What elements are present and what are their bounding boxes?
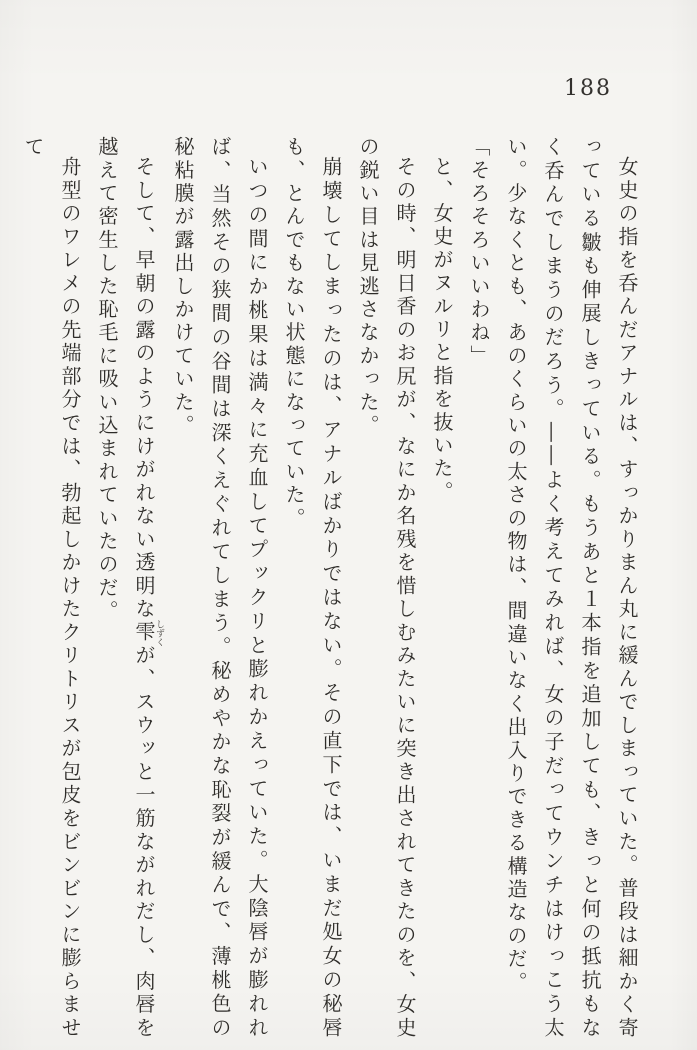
paragraph: 舟型のワレメの先端部分では、勃起しかけたクリトリスが包皮をビンビンに膨らませて bbox=[21, 136, 82, 1040]
paragraph: その時、明日香のお尻が、なにか名残を惜しむみたいに突き出されてきたのを、女史の鋭い目は見逃さなかった。 bbox=[356, 136, 417, 1040]
paragraph: そして、早朝の露のようにけがれない透明な雫しずくが、スウッと一筋ながれだし、肉唇を越えて密生した恥毛に吸い込まれていたのだ。 bbox=[95, 136, 164, 1040]
paragraph: 女史の指を呑んだアナルは、すっかりまん丸に緩んでしまっていた。普段は細かく寄っている皺も伸展しきっている。もうあと１本指を追加しても、きっと何の抵抗もなく呑んでしまうのだろう。――よく考えてみれば、女の子だってウンチはけっこう太い。少なくとも、あのくらいの太さの物は、間違いなく出入りできる構造なのだ。 bbox=[504, 136, 639, 1040]
paragraph: と、女史がヌルリと指を抜いた。 bbox=[430, 156, 454, 504]
paragraph: いつの間にか桃果は満々に充血してプックリと膨れかえっていた。大陰唇が膨れれば、当然その狭間の谷間は深くえぐれてしまう。秘めやかな恥裂が緩んで、薄桃色の秘粘膜が露出しかけていた。 bbox=[171, 136, 269, 1040]
ruby-annotated-word: 雫しずく bbox=[132, 619, 164, 647]
body-text bbox=[14, 136, 645, 1040]
paragraph: 崩壊してしまったのは、アナルばかりではない。その直下では、いまだ処女の秘唇も、とんでもない状態になっていた。 bbox=[282, 136, 343, 1040]
page-number: 188 bbox=[564, 76, 612, 101]
paragraph: 「そろそろいいわね」 bbox=[467, 136, 491, 368]
